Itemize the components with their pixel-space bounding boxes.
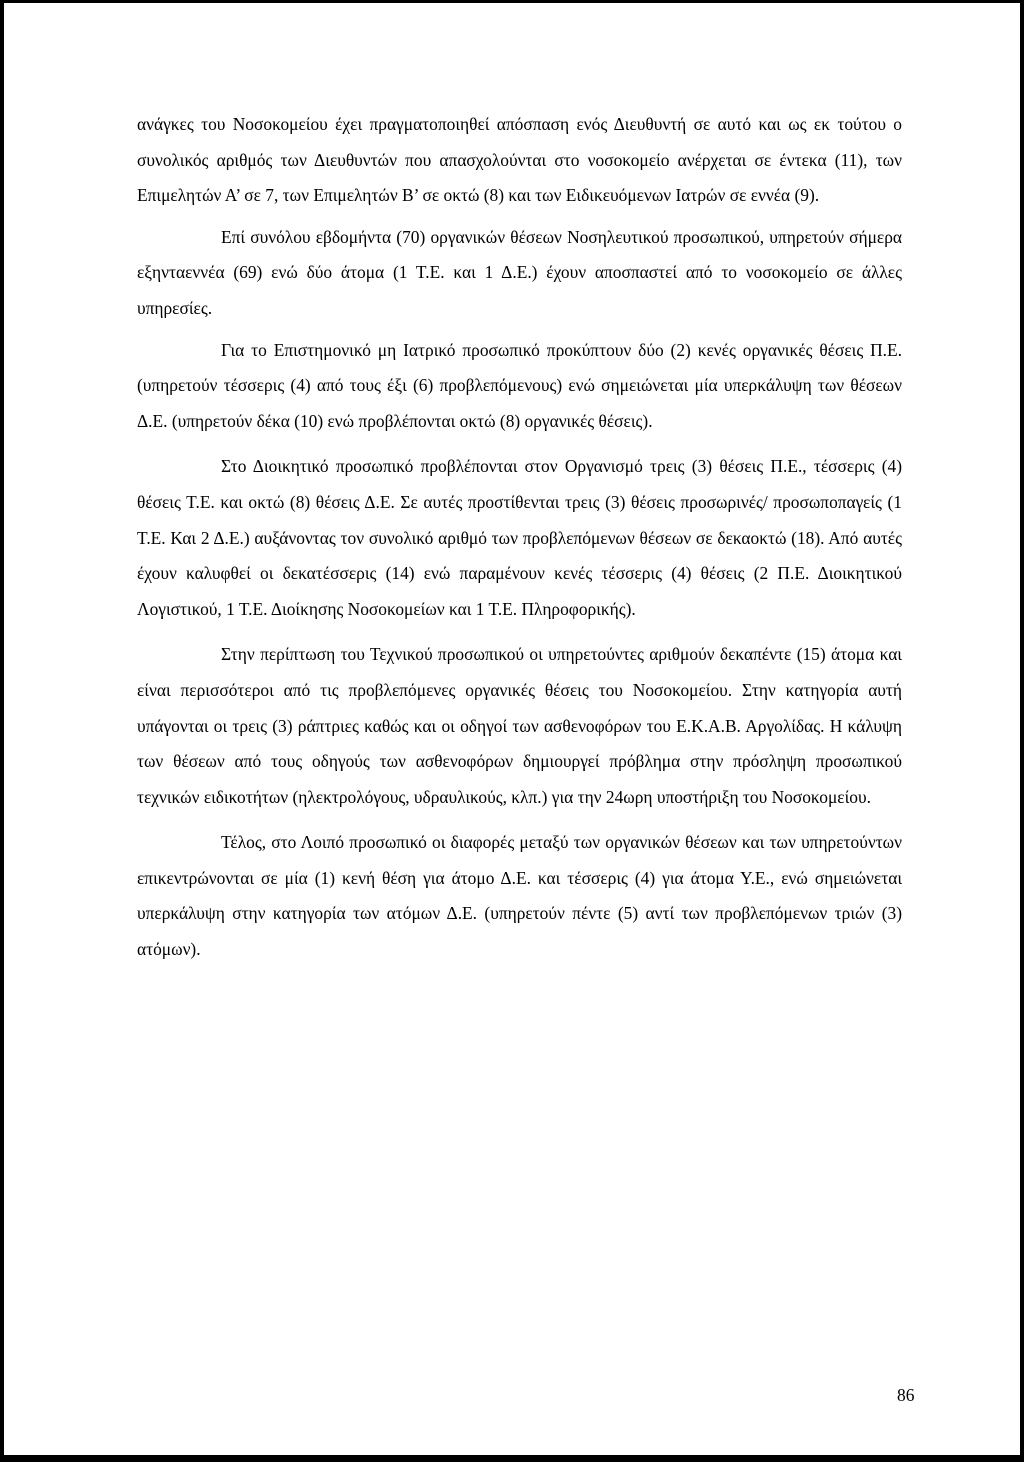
paragraph-other-staff: Τέλος, στο Λοιπό προσωπικό οι διαφορές μεταξύ των οργανικών θέσεων και των υπηρετούντων επικεντρώνονται σε μία (1) κενή θέση για άτομο Δ.Ε. και τέσσερις (4) για άτομα Υ.Ε., ενώ σημειώνεται υπερκάλυψη στην κατηγορία των ατόμων Δ.Ε. (υπηρετούν πέντε (5) αντί των προβλεπόμενων τριών (3) ατόμων). [137, 832, 902, 960]
page-number: 86 [897, 1385, 915, 1405]
paragraph-scientific-staff: Για το Επιστημονικό μη Ιατρικό προσωπικό προκύπτουν δύο (2) κενές οργανικές θέσεις Π.Ε. (υπηρετούν τέσσερις (4) από τους έξι (6) προβλεπόμενους) ενώ σημειώνεται μία υπερκάλυψη των θέσεων Δ.Ε. (υπηρετούν δέκα (10) ενώ προβλέπονται οκτώ (8) οργανικές θέσεις). [137, 339, 902, 431]
paragraph-nursing-staff: Επί συνόλου εβδομήντα (70) οργανικών θέσεων Νοσηλευτικού προσωπικού, υπηρετούν σήμερα εξηνταεννέα (69) ενώ δύο άτομα (1 Τ.Ε. και 1 Δ.Ε.) έχουν αποσπαστεί από το νοσοκομείο σε άλλες υπηρεσίες. [137, 226, 902, 318]
document-page [4, 3, 1020, 1455]
paragraph-administrative-staff: Στο Διοικητικό προσωπικό προβλέπονται στον Οργανισμό τρεις (3) θέσεις Π.Ε., τέσσερις (4) θέσεις Τ.Ε. και οκτώ (8) θέσεις Δ.Ε. Σε αυτές προστίθενται τρεις (3) θέσεις προσωρινές/ προσωποπαγείς (1 Τ.Ε. Και 2 Δ.Ε.) αυξάνοντας τον συνολικό αριθμό των προβλεπόμενων θέσεων σε δεκαοκτώ (18). Από αυτές έχουν καλυφθεί οι δεκατέσσερις (14) ενώ παραμένουν κενές τέσσερις (4) θέσεις (2 Π.Ε. Διοικητικού Λογιστικού, 1 Τ.Ε. Διοίκησης Νοσοκομείων και 1 Τ.Ε. Πληροφορικής). [137, 456, 902, 619]
paragraph-technical-staff: Στην περίπτωση του Τεχνικού προσωπικού οι υπηρετούντες αριθμούν δεκαπέντε (15) άτομα και είναι περισσότεροι από τις προβλεπόμενες οργανικές θέσεις του Νοσοκομείου. Στην κατηγορία αυτή υπάγονται οι τρεις (3) ράπτριες καθώς και οι οδηγοί των ασθενοφόρων του Ε.Κ.Α.Β. Αργολίδας. Η κάλυψη των θέσεων από τους οδηγούς των ασθενοφόρων δημιουργεί πρόβλημα στην πρόσληψη προσωπικού τεχνικών ειδικοτήτων (ηλεκτρολόγους, υδραυλικούς, κλπ.) για την 24ωρη υποστήριξη του Νοσοκομείου. [137, 644, 902, 807]
paragraph-physicians: ανάγκες του Νοσοκομείου έχει πραγματοποιηθεί απόσπαση ενός Διευθυντή σε αυτό και ως εκ τούτου ο συνολικός αριθμός των Διευθυντών που απασχολούνται στο νοσοκομείο ανέρχεται σε έντεκα (11), των Επιμελητών Α’ σε 7, των Επιμελητών Β’ σε οκτώ (8) και των Ειδικευόμενων Ιατρών σε εννέα (9). [137, 114, 902, 206]
